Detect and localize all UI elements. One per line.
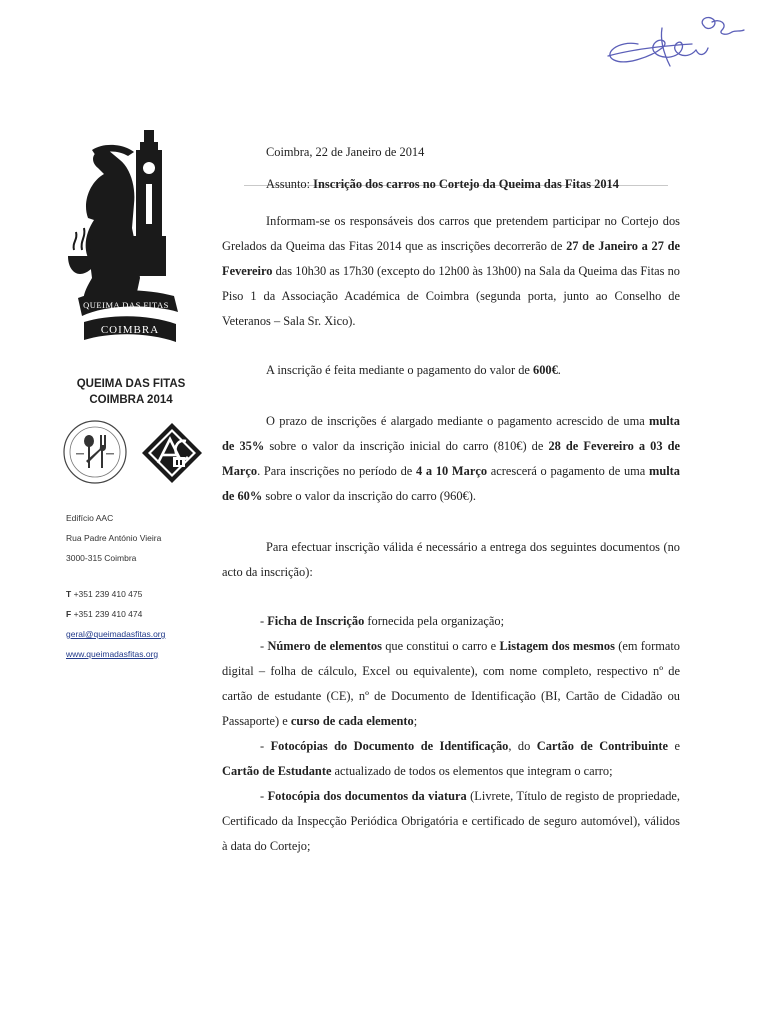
text-run: sobre o valor da inscrição do carro (960€). <box>262 489 476 503</box>
address-line: 3000-315 Coimbra <box>66 553 137 563</box>
text-run: ; <box>413 714 418 728</box>
text-run: e <box>668 739 680 753</box>
logo-ribbon-text-bottom: COIMBRA <box>100 324 160 336</box>
item-title: Cartão de Contribuinte <box>536 739 669 753</box>
item-title: Fotocópias do Documento de Identificação <box>270 739 509 753</box>
queima-das-fitas-logo <box>64 128 188 346</box>
text-run: Informam-se os responsáveis dos carros que pretendem participar no Cortejo dos Grelados da Queima das Fitas 2014 que as inscrições decorrerão de <box>222 214 680 253</box>
text-run: - <box>260 639 268 653</box>
email-link[interactable]: geral@queimadasfitas.org <box>66 629 166 639</box>
list-item-vehicle-documents <box>222 784 680 859</box>
organization-name <box>56 376 206 408</box>
paragraph-registration-fee <box>222 358 680 383</box>
item-title: Cartão de Estudante <box>222 764 332 778</box>
late-period-1: 28 de Fevereiro a 03 de Março <box>222 439 681 478</box>
text-run: A inscrição é feita mediante o pagamento do valor de <box>266 363 533 377</box>
text-run: , do <box>508 739 537 753</box>
text-run: . <box>557 363 561 377</box>
list-item-registration-form <box>222 609 680 634</box>
fax-label: F <box>66 609 72 619</box>
late-period-2: 4 a 10 Março <box>416 464 488 478</box>
fine-60: multa de 60% <box>222 464 680 503</box>
phone-label: T <box>66 589 72 599</box>
paragraph-late-fees <box>222 409 680 509</box>
text-run: que constitui o carro e <box>381 639 500 653</box>
aac-emblem <box>140 421 204 485</box>
text-run: sobre o valor da inscrição inicial do carro (810€) de <box>264 439 549 453</box>
registration-dates: 27 de Janeiro a 27 de Fevereiro <box>222 239 680 278</box>
paragraph-registration-period <box>222 209 680 334</box>
list-item-member-list <box>222 634 680 734</box>
organization-name-line1: QUEIMA DAS FITAS <box>76 378 186 390</box>
contact-block <box>66 584 216 664</box>
list-item-id-copies <box>222 734 680 784</box>
text-run: actualizado de todos os elementos que integram o carro; <box>331 764 613 778</box>
fax-line <box>66 604 216 624</box>
logo-ribbon-text-top: QUEIMA DAS FITAS <box>83 300 169 310</box>
address-block <box>66 508 216 568</box>
fax-number: +351 239 410 474 <box>73 609 143 619</box>
letter-date: Coimbra, 22 de Janeiro de 2014 <box>266 145 425 159</box>
letter-body <box>222 140 680 859</box>
registration-fee: 600€ <box>533 363 558 377</box>
text-run: das 10h30 as 17h30 (excepto do 12h00 às 13h00) na Sala da Queima das Fitas no Piso 1 da Associação Académica de Coimbra (segunda porta, junto ao Conselho de Veteranos – Sala Sr. Xico). <box>222 264 680 328</box>
paragraph-required-documents: Para efectuar inscrição válida é necessário a entrega dos seguintes documentos (no acto da inscrição): <box>222 540 680 579</box>
item-title: Número de elementos <box>267 639 382 653</box>
text-run: - <box>260 789 268 803</box>
text-run: (em formato digital – folha de cálculo, Excel ou equivalente), com nome completo, respectivo nº de cartão de estudante (CE), nº de Documento de Identificação (BI, Cartão de Cidadão ou Passaporte) e <box>222 639 681 728</box>
letter-subject <box>222 172 680 197</box>
item-title: Listagem dos mesmos <box>499 639 615 653</box>
fine-35: multa de 35% <box>222 414 680 453</box>
text-run: - <box>260 614 268 628</box>
subject-text: Inscrição dos carros no Cortejo da Queima das Fitas 2014 <box>313 177 619 191</box>
text-run: - <box>260 739 271 753</box>
subject-label: Assunto: <box>266 177 314 191</box>
seal-emblem <box>62 419 128 485</box>
organization-name-line2: COIMBRA 2014 <box>89 394 173 406</box>
address-line: Rua Padre António Vieira <box>66 533 162 543</box>
item-title: curso de cada elemento <box>290 714 414 728</box>
text-run: acrescerá o pagamento de uma <box>487 464 649 478</box>
text-run: O prazo de inscrições é alargado mediante o pagamento acrescido de uma <box>266 414 650 428</box>
handwritten-signature <box>600 10 750 72</box>
text-run: (Livrete, Título de registo de propriedade, Certificado da Inspecção Periódica Obrigatória e certificado de seguro automóvel), válidos à data do Cortejo; <box>222 789 680 853</box>
text-run: fornecida pela organização; <box>364 614 505 628</box>
phone-line <box>66 584 216 604</box>
item-title: Fotocópia dos documentos da viatura <box>267 789 467 803</box>
item-title: Ficha de Inscrição <box>267 614 365 628</box>
phone-number: +351 239 410 475 <box>73 589 143 599</box>
text-run: . Para inscrições no período de <box>257 464 416 478</box>
address-line: Edifício AAC <box>66 513 114 523</box>
website-link[interactable]: www.queimadasfitas.org <box>66 649 159 659</box>
